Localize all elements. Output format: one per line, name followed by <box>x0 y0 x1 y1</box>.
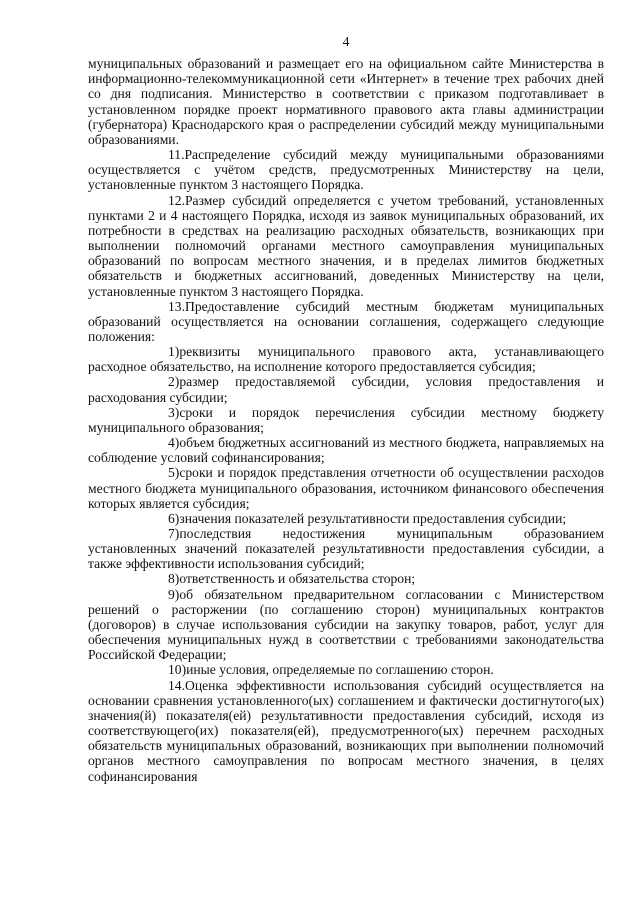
subitem-text: об обязательном предварительном согласовании с Министерством решений о расторжении (по соглашению сторон) муниципальных контрактов (договоров) в случае использования субсидии на закупку товаров, работ, услуг для обеспечения муниципальных нужд в соответствии с требованиями законодательства Российской Федерации; <box>88 586 604 663</box>
subitem-number: 9) <box>168 586 180 602</box>
subitem-text: реквизиты муниципального правового акта, устанавливающего расходное обязательство, на исполнение которого предоставляется субсидия; <box>88 344 604 375</box>
subitem-9 <box>88 587 604 663</box>
subitem-text: объем бюджетных ассигнований из местного бюджета, направляемых на соблюдение условий софинансирования; <box>88 435 604 466</box>
paragraph-item-11 <box>88 147 604 192</box>
paragraph-item-14 <box>88 678 604 784</box>
item-number: 13. <box>168 298 185 314</box>
subitem-10 <box>88 662 604 677</box>
paragraph-item-13 <box>88 299 604 344</box>
subitem-text: значения показателей результативности предоставления субсидии; <box>179 510 567 526</box>
subitem-text: сроки и порядок представления отчетности об осуществлении расходов местного бюджета муниципального образования, источником финансового обеспечения которых является субсидия; <box>88 465 604 511</box>
subitem-number: 2) <box>168 374 180 390</box>
subitem-1 <box>88 344 604 374</box>
subitem-2 <box>88 374 604 404</box>
item-number: 11. <box>168 147 185 163</box>
subitem-text: ответственность и обязательства сторон; <box>179 571 416 587</box>
subitem-number: 1) <box>168 344 180 360</box>
item-number: 14. <box>168 677 185 693</box>
paragraph-text: Размер субсидий определяется с учетом требований, установленных пунктами 2 и 4 настоящего Порядка, исходя из заявок муниципальных образований, их потребности в средствах на реализацию расходных обязательств, возникающих при выполнении полномочий органами местного самоуправления муниципальных образований по вопросам местного значения, и в пределах лимитов бюджетных обязательств и бюджетных ассигнований, доведенных Министерству на цели, установленные пунктом 3 настоящего Порядка. <box>88 192 604 299</box>
subitem-text: иные условия, определяемые по соглашению сторон. <box>186 662 494 678</box>
subitem-4 <box>88 435 604 465</box>
subitem-number: 3) <box>168 404 180 420</box>
subitem-number: 5) <box>168 465 180 481</box>
subitem-number: 4) <box>168 435 180 451</box>
subitem-text: последствия недостижения муниципальным образованием установленных значений показателей результативности предоставления субсидии, а также эффективности использования субсидий; <box>88 526 604 572</box>
subitem-number: 10) <box>168 662 187 678</box>
subitem-7 <box>88 526 604 571</box>
subitem-5 <box>88 465 604 510</box>
subitem-3 <box>88 405 604 435</box>
item-number: 12. <box>168 192 185 208</box>
paragraph-text: муниципальных образований и размещает его на официальном сайте Министерства в информационно-телекоммуникационной сети «Интернет» в течение трех рабочих дней со дня подписания. Министерство в соответствии с приказом подготавливает в установленном порядке проект нормативного правового акта главы администрации (губернатора) Краснодарского края о распределении субсидий между муниципальными образованиями. <box>88 56 604 147</box>
paragraph-continuation <box>88 56 604 147</box>
subitem-8 <box>88 571 604 586</box>
subitem-number: 8) <box>168 571 180 587</box>
subitem-number: 6) <box>168 510 180 526</box>
paragraph-text: Предоставление субсидий местным бюджетам муниципальных образований осуществляется на основании соглашения, содержащего следующие положения: <box>88 298 604 344</box>
subitem-number: 7) <box>168 526 180 541</box>
paragraph-text: Оценка эффективности использования субсидий осуществляется на основании сравнения установленного(ых) соглашением и фактически достигнутого(ых) значения(й) показателя(ей) результативности предоставления субсидий, исходя из соответствующего(их) показателя(ей), предусмотренного(ых) перечнем расходных обязательств муниципальных образований, возникающих при выполнении полномочий органов местного самоуправления по вопросам местного значения, в целях софинансирования <box>88 677 604 784</box>
subitem-text: размер предоставляемой субсидии, условия предоставления и расходования субсидии; <box>88 374 604 405</box>
subitem-text: сроки и порядок перечисления субсидии местному бюджету муниципального образования; <box>88 404 604 435</box>
paragraph-item-12 <box>88 193 604 299</box>
page-number: 4 <box>342 34 350 49</box>
paragraph-text: Распределение субсидий между муниципальными образованиями осуществляется с учётом средств, предусмотренных Министерству на цели, установленные пунктом 3 настоящего Порядка. <box>88 147 604 193</box>
subitem-6 <box>88 511 604 526</box>
